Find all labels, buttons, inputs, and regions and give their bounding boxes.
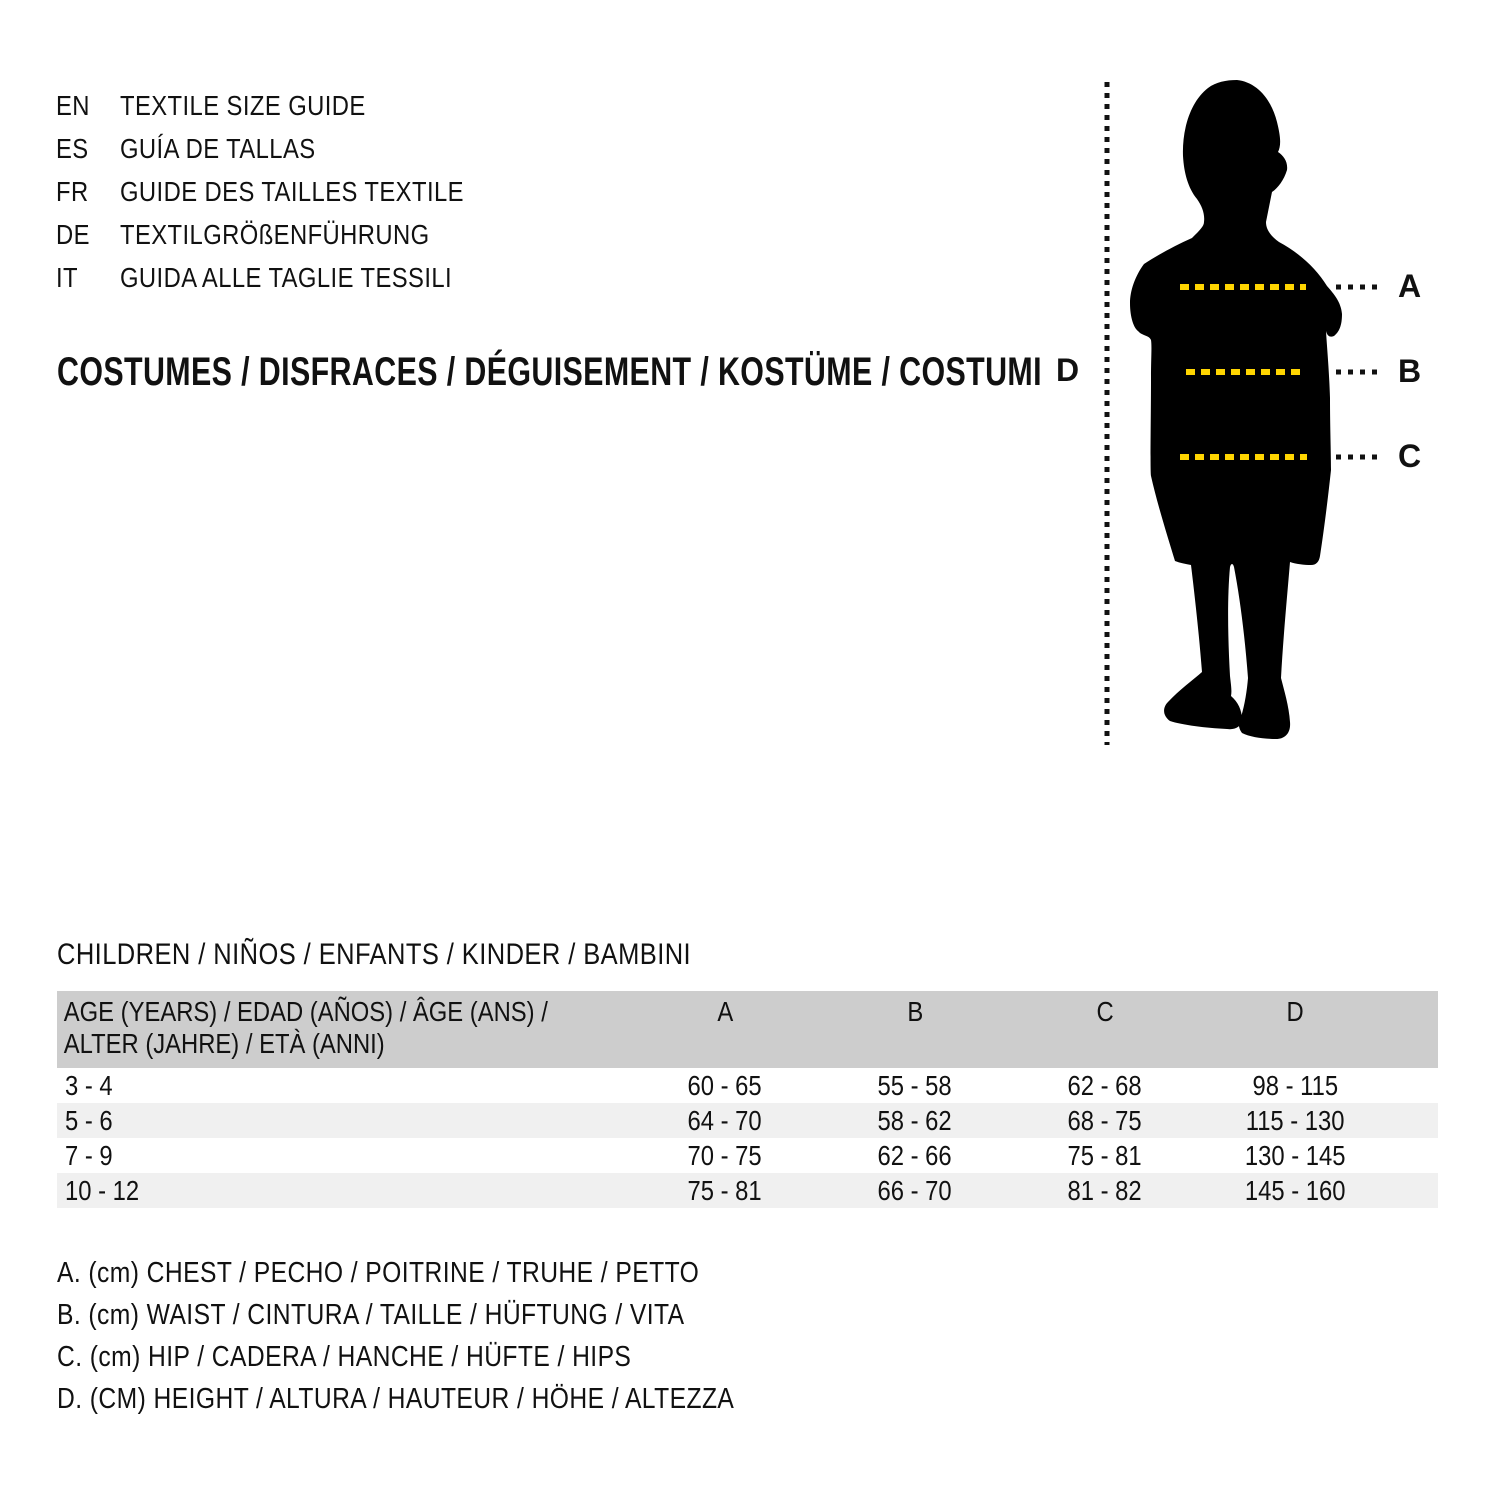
hip-cell: 62 - 68 <box>1067 1069 1143 1101</box>
legend-line-chest: A. (cm) CHEST / PECHO / POITRINE / TRUHE / PETTO <box>57 1257 700 1289</box>
chest-cell: 64 - 70 <box>687 1104 763 1136</box>
age-column-header <box>57 991 630 1068</box>
column-header-d: D <box>1200 991 1390 1068</box>
category-heading: COSTUMES / DISFRACES / DÉGUISEMENT / KOSTÜME / COSTUMI <box>57 350 1042 394</box>
filler-cell <box>1390 1138 1438 1173</box>
language-row <box>56 256 525 299</box>
chest-cell: 60 - 65 <box>687 1069 763 1101</box>
table-row <box>57 1138 1438 1173</box>
height-cell: 98 - 115 <box>1252 1069 1338 1101</box>
age-cell: 10 - 12 <box>65 1174 140 1206</box>
hip-cell: 75 - 81 <box>1067 1139 1143 1171</box>
language-code: EN <box>56 89 90 121</box>
measurement-legend <box>57 1252 854 1420</box>
age-column-header-line1: AGE (YEARS) / EDAD (AÑOS) / ÂGE (ANS) / <box>63 996 548 1027</box>
size-table-header-row <box>57 991 1438 1068</box>
waist-cell: 58 - 62 <box>877 1104 953 1136</box>
size-table <box>57 991 1438 1208</box>
table-row <box>57 1103 1438 1138</box>
language-title: TEXTILGRÖßENFÜHRUNG <box>120 218 430 250</box>
language-code: FR <box>56 175 89 207</box>
language-title: TEXTILE SIZE GUIDE <box>120 89 366 121</box>
language-row <box>56 127 525 170</box>
hip-label: C <box>1398 438 1422 474</box>
language-title: GUÍA DE TALLAS <box>120 132 316 164</box>
chest-cell: 70 - 75 <box>687 1139 763 1171</box>
filler-cell <box>1390 1103 1438 1138</box>
filler-cell <box>1390 1173 1438 1208</box>
column-header-c: C <box>1010 991 1200 1068</box>
language-row <box>56 84 525 127</box>
age-cell: 3 - 4 <box>65 1069 113 1101</box>
language-row <box>56 170 525 213</box>
age-cell: 5 - 6 <box>65 1104 113 1136</box>
height-cell: 145 - 160 <box>1244 1174 1346 1206</box>
legend-line-waist: B. (cm) WAIST / CINTURA / TAILLE / HÜFTUNG / VITA <box>57 1299 685 1331</box>
measurement-figure <box>1088 74 1388 764</box>
language-title: GUIDE DES TAILLES TEXTILE <box>120 175 464 207</box>
waist-cell: 66 - 70 <box>877 1174 953 1206</box>
language-code: IT <box>56 261 79 293</box>
age-cell: 7 - 9 <box>65 1139 113 1171</box>
hip-cell: 81 - 82 <box>1067 1174 1143 1206</box>
child-silhouette-icon <box>1130 80 1342 739</box>
language-list <box>56 84 525 299</box>
hip-cell: 68 - 75 <box>1067 1104 1143 1136</box>
legend-line-height: D. (CM) HEIGHT / ALTURA / HAUTEUR / HÖHE / ALTEZZA <box>57 1383 735 1415</box>
waist-cell: 62 - 66 <box>877 1139 953 1171</box>
waist-cell: 55 - 58 <box>877 1069 953 1101</box>
height-cell: 115 - 130 <box>1245 1104 1345 1136</box>
table-row <box>57 1068 1438 1103</box>
size-table-title: CHILDREN / NIÑOS / ENFANTS / KINDER / BAMBINI <box>57 938 692 971</box>
height-label: D <box>1056 352 1080 388</box>
column-header-b: B <box>820 991 1010 1068</box>
language-title: GUIDA ALLE TAGLIE TESSILI <box>120 261 453 293</box>
language-row <box>56 213 525 256</box>
height-cell: 130 - 145 <box>1244 1139 1346 1171</box>
age-column-header-line2: ALTER (JAHRE) / ETÀ (ANNI) <box>63 1028 385 1059</box>
table-row <box>57 1173 1438 1208</box>
waist-label: B <box>1398 353 1422 389</box>
chest-cell: 75 - 81 <box>687 1174 763 1206</box>
legend-line-hip: C. (cm) HIP / CADERA / HANCHE / HÜFTE / HIPS <box>57 1341 632 1373</box>
language-code: ES <box>56 132 89 164</box>
language-code: DE <box>56 218 90 250</box>
filler-cell <box>1390 1068 1438 1103</box>
header-filler-cell <box>1390 991 1438 1068</box>
column-header-a: A <box>630 991 820 1068</box>
chest-label: A <box>1398 268 1422 304</box>
